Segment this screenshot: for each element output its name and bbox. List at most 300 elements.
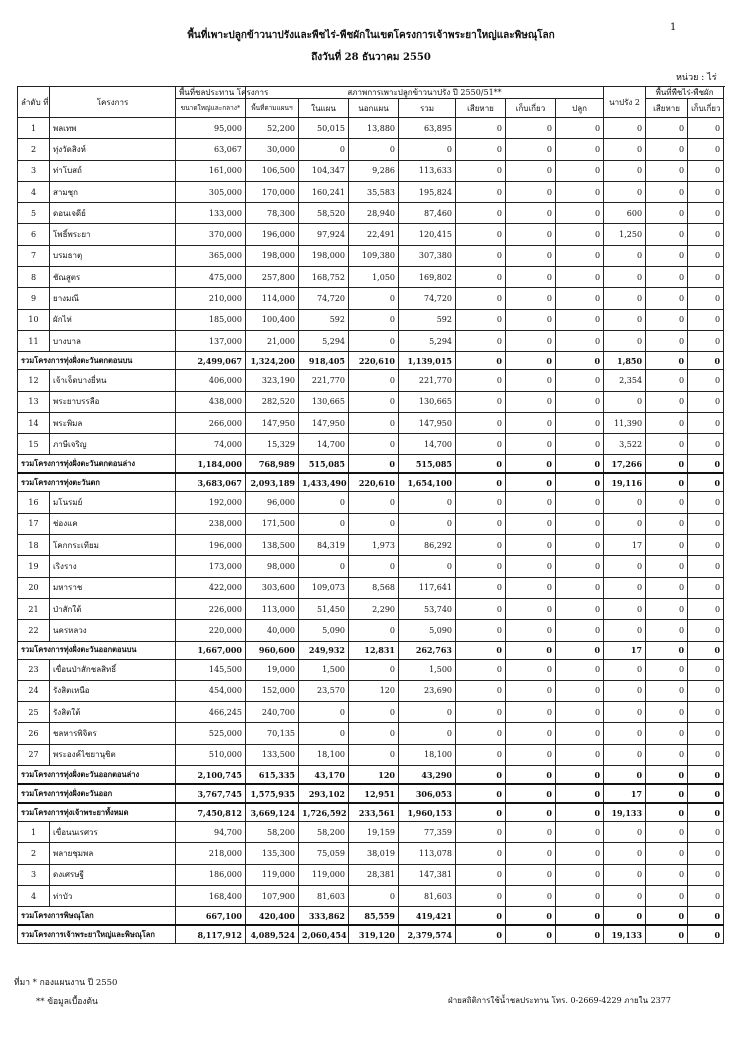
value-cell: 0 bbox=[604, 598, 646, 619]
value-cell: 1,667,000 bbox=[176, 641, 246, 659]
source-footnote: ที่มา * กองแผนงาน ปี 2550 bbox=[14, 978, 118, 988]
project-name: บางบาล bbox=[50, 330, 176, 351]
value-cell: 0 bbox=[506, 370, 556, 391]
header-crop-group: พื้นที่พืชไร่-พืชผัก bbox=[646, 87, 724, 99]
value-cell: 23,570 bbox=[299, 680, 349, 701]
value-cell: 0 bbox=[456, 139, 506, 160]
value-cell: 0 bbox=[456, 803, 506, 822]
value-cell: 185,000 bbox=[176, 309, 246, 330]
value-cell: 0 bbox=[556, 370, 604, 391]
value-cell: 0 bbox=[506, 139, 556, 160]
value-cell: 0 bbox=[456, 925, 506, 944]
value-cell: 0 bbox=[456, 245, 506, 266]
value-cell: 2,499,067 bbox=[176, 352, 246, 370]
value-cell: 0 bbox=[646, 391, 688, 412]
row-number: 14 bbox=[18, 412, 50, 433]
value-cell: 0 bbox=[506, 535, 556, 556]
value-cell: 0 bbox=[688, 412, 724, 433]
value-cell: 0 bbox=[456, 412, 506, 433]
project-name: ป่าสักใต้ bbox=[50, 598, 176, 619]
value-cell: 14,700 bbox=[399, 434, 456, 455]
value-cell: 0 bbox=[506, 203, 556, 224]
value-cell: 0 bbox=[688, 744, 724, 765]
value-cell: 12,951 bbox=[349, 784, 399, 803]
value-cell: 0 bbox=[456, 224, 506, 245]
value-cell: 0 bbox=[399, 702, 456, 723]
value-cell: 0 bbox=[506, 702, 556, 723]
value-cell: 119,000 bbox=[246, 864, 299, 885]
value-cell: 0 bbox=[349, 513, 399, 534]
value-cell: 0 bbox=[556, 659, 604, 680]
value-cell: 0 bbox=[646, 784, 688, 803]
value-cell: 0 bbox=[506, 412, 556, 433]
header-out-plan: นอกแผน bbox=[349, 99, 399, 118]
value-cell: 0 bbox=[556, 434, 604, 455]
value-cell: 195,824 bbox=[399, 181, 456, 202]
value-cell: 0 bbox=[399, 556, 456, 577]
value-cell: 0 bbox=[456, 907, 506, 926]
value-cell: 30,000 bbox=[246, 139, 299, 160]
project-name: พระองค์ไชยานุชิต bbox=[50, 744, 176, 765]
value-cell: 210,000 bbox=[176, 288, 246, 309]
value-cell: 120 bbox=[349, 680, 399, 701]
project-name: ท่าบัว bbox=[50, 885, 176, 906]
value-cell: 0 bbox=[556, 309, 604, 330]
table-row bbox=[18, 620, 724, 641]
table-row bbox=[18, 492, 724, 513]
value-cell: 0 bbox=[688, 885, 724, 906]
value-cell: 0 bbox=[506, 803, 556, 822]
value-cell: 2,093,189 bbox=[246, 473, 299, 492]
value-cell: 5,090 bbox=[399, 620, 456, 641]
value-cell: 196,000 bbox=[246, 224, 299, 245]
value-cell: 238,000 bbox=[176, 513, 246, 534]
value-cell: 0 bbox=[604, 330, 646, 351]
value-cell: 0 bbox=[646, 803, 688, 822]
value-cell: 0 bbox=[646, 370, 688, 391]
value-cell: 0 bbox=[456, 391, 506, 412]
summary-row bbox=[18, 907, 724, 926]
value-cell: 0 bbox=[688, 784, 724, 803]
value-cell: 0 bbox=[456, 309, 506, 330]
project-name: ยางมณี bbox=[50, 288, 176, 309]
value-cell: 515,085 bbox=[399, 455, 456, 474]
table-row bbox=[18, 864, 724, 885]
value-cell: 0 bbox=[299, 556, 349, 577]
summary-label: รวมโครงการพิษณุโลก bbox=[18, 907, 176, 926]
value-cell: 1,850 bbox=[604, 352, 646, 370]
value-cell: 0 bbox=[456, 843, 506, 864]
value-cell: 0 bbox=[688, 535, 724, 556]
value-cell: 0 bbox=[604, 659, 646, 680]
value-cell: 370,000 bbox=[176, 224, 246, 245]
table-row bbox=[18, 160, 724, 181]
value-cell: 81,603 bbox=[299, 885, 349, 906]
value-cell: 0 bbox=[646, 620, 688, 641]
value-cell: 0 bbox=[556, 641, 604, 659]
value-cell: 0 bbox=[506, 577, 556, 598]
value-cell: 4,089,524 bbox=[246, 925, 299, 944]
value-cell: 70,135 bbox=[246, 723, 299, 744]
row-number: 25 bbox=[18, 702, 50, 723]
value-cell: 2,060,454 bbox=[299, 925, 349, 944]
value-cell: 0 bbox=[646, 925, 688, 944]
value-cell: 0 bbox=[399, 513, 456, 534]
value-cell: 0 bbox=[456, 598, 506, 619]
value-cell: 2,354 bbox=[604, 370, 646, 391]
value-cell: 19,133 bbox=[604, 925, 646, 944]
value-cell: 475,000 bbox=[176, 267, 246, 288]
header-crop-damaged: เสียหาย bbox=[646, 99, 688, 118]
value-cell: 28,381 bbox=[349, 864, 399, 885]
value-cell: 0 bbox=[604, 160, 646, 181]
value-cell: 130,665 bbox=[299, 391, 349, 412]
value-cell: 0 bbox=[456, 659, 506, 680]
row-number: 4 bbox=[18, 181, 50, 202]
value-cell: 186,000 bbox=[176, 864, 246, 885]
value-cell: 0 bbox=[506, 822, 556, 843]
value-cell: 615,335 bbox=[246, 766, 299, 785]
value-cell: 17 bbox=[604, 784, 646, 803]
value-cell: 19,133 bbox=[604, 803, 646, 822]
contact-footer: ฝ่ายสถิติการใช้น้ำชลประทาน โทร. 0-2669-4229 ภายใน 2377 bbox=[448, 996, 671, 1005]
value-cell: 113,633 bbox=[399, 160, 456, 181]
value-cell: 1,960,153 bbox=[399, 803, 456, 822]
row-number: 4 bbox=[18, 885, 50, 906]
value-cell: 196,000 bbox=[176, 535, 246, 556]
value-cell: 233,561 bbox=[349, 803, 399, 822]
table-row bbox=[18, 702, 724, 723]
value-cell: 0 bbox=[688, 455, 724, 474]
value-cell: 1,500 bbox=[299, 659, 349, 680]
value-cell: 0 bbox=[506, 864, 556, 885]
value-cell: 0 bbox=[506, 330, 556, 351]
value-cell: 0 bbox=[556, 330, 604, 351]
value-cell: 0 bbox=[299, 702, 349, 723]
value-cell: 0 bbox=[646, 822, 688, 843]
value-cell: 19,116 bbox=[604, 473, 646, 492]
table-row bbox=[18, 680, 724, 701]
value-cell: 0 bbox=[556, 181, 604, 202]
value-cell: 0 bbox=[604, 391, 646, 412]
value-cell: 0 bbox=[556, 784, 604, 803]
value-cell: 515,085 bbox=[299, 455, 349, 474]
value-cell: 0 bbox=[506, 492, 556, 513]
value-cell: 0 bbox=[688, 181, 724, 202]
table-body bbox=[18, 118, 724, 944]
value-cell: 0 bbox=[399, 723, 456, 744]
row-number: 18 bbox=[18, 535, 50, 556]
value-cell: 0 bbox=[349, 434, 399, 455]
value-cell: 107,900 bbox=[246, 885, 299, 906]
value-cell: 0 bbox=[456, 434, 506, 455]
value-cell: 0 bbox=[349, 885, 399, 906]
value-cell: 94,700 bbox=[176, 822, 246, 843]
value-cell: 1,500 bbox=[399, 659, 456, 680]
value-cell: 0 bbox=[349, 723, 399, 744]
value-cell: 0 bbox=[688, 641, 724, 659]
value-cell: 262,763 bbox=[399, 641, 456, 659]
value-cell: 74,000 bbox=[176, 434, 246, 455]
value-cell: 0 bbox=[556, 160, 604, 181]
row-number: 13 bbox=[18, 391, 50, 412]
value-cell: 192,000 bbox=[176, 492, 246, 513]
value-cell: 0 bbox=[688, 803, 724, 822]
value-cell: 0 bbox=[556, 803, 604, 822]
value-cell: 0 bbox=[688, 556, 724, 577]
value-cell: 0 bbox=[604, 864, 646, 885]
value-cell: 17,266 bbox=[604, 455, 646, 474]
value-cell: 3,669,124 bbox=[246, 803, 299, 822]
value-cell: 0 bbox=[556, 455, 604, 474]
value-cell: 454,000 bbox=[176, 680, 246, 701]
value-cell: 218,000 bbox=[176, 843, 246, 864]
value-cell: 420,400 bbox=[246, 907, 299, 926]
value-cell: 0 bbox=[604, 513, 646, 534]
value-cell: 0 bbox=[688, 925, 724, 944]
value-cell: 58,200 bbox=[246, 822, 299, 843]
row-number: 26 bbox=[18, 723, 50, 744]
value-cell: 0 bbox=[556, 267, 604, 288]
row-number: 21 bbox=[18, 598, 50, 619]
value-cell: 0 bbox=[688, 864, 724, 885]
value-cell: 0 bbox=[556, 492, 604, 513]
value-cell: 43,290 bbox=[399, 766, 456, 785]
value-cell: 249,932 bbox=[299, 641, 349, 659]
value-cell: 0 bbox=[646, 434, 688, 455]
value-cell: 0 bbox=[506, 513, 556, 534]
value-cell: 138,500 bbox=[246, 535, 299, 556]
value-cell: 170,000 bbox=[246, 181, 299, 202]
value-cell: 0 bbox=[556, 620, 604, 641]
value-cell: 667,100 bbox=[176, 907, 246, 926]
value-cell: 0 bbox=[688, 680, 724, 701]
value-cell: 0 bbox=[456, 556, 506, 577]
value-cell: 0 bbox=[506, 267, 556, 288]
value-cell: 0 bbox=[506, 659, 556, 680]
header-rice2: นาปรัง 2 bbox=[604, 87, 646, 118]
project-name: ดอนเจดีย์ bbox=[50, 203, 176, 224]
value-cell: 147,950 bbox=[246, 412, 299, 433]
table-row bbox=[18, 309, 724, 330]
value-cell: 0 bbox=[646, 513, 688, 534]
value-cell: 0 bbox=[646, 744, 688, 765]
value-cell: 96,000 bbox=[246, 492, 299, 513]
value-cell: 0 bbox=[456, 744, 506, 765]
row-number: 20 bbox=[18, 577, 50, 598]
value-cell: 592 bbox=[299, 309, 349, 330]
value-cell: 135,300 bbox=[246, 843, 299, 864]
value-cell: 0 bbox=[688, 843, 724, 864]
value-cell: 0 bbox=[349, 370, 399, 391]
header-area-sub: ขนาดใหญ่และกลาง* bbox=[176, 99, 246, 118]
value-cell: 0 bbox=[556, 925, 604, 944]
value-cell: 0 bbox=[646, 723, 688, 744]
row-number: 10 bbox=[18, 309, 50, 330]
value-cell: 3,767,745 bbox=[176, 784, 246, 803]
value-cell: 0 bbox=[506, 224, 556, 245]
value-cell: 0 bbox=[604, 492, 646, 513]
value-cell: 63,067 bbox=[176, 139, 246, 160]
value-cell: 0 bbox=[646, 267, 688, 288]
header-plan-total: พื้นที่ตามแผนฯ bbox=[246, 99, 299, 118]
value-cell: 0 bbox=[556, 118, 604, 139]
value-cell: 0 bbox=[556, 288, 604, 309]
value-cell: 1,575,935 bbox=[246, 784, 299, 803]
value-cell: 21,000 bbox=[246, 330, 299, 351]
value-cell: 592 bbox=[399, 309, 456, 330]
value-cell: 171,500 bbox=[246, 513, 299, 534]
value-cell: 0 bbox=[506, 598, 556, 619]
value-cell: 0 bbox=[688, 907, 724, 926]
project-name: ท่าโบสถ์ bbox=[50, 160, 176, 181]
value-cell: 133,500 bbox=[246, 744, 299, 765]
row-number: 7 bbox=[18, 245, 50, 266]
project-name: เขื่อนป่าสักชลสิทธิ์ bbox=[50, 659, 176, 680]
project-name: ดงเศรษฐี bbox=[50, 864, 176, 885]
value-cell: 0 bbox=[556, 766, 604, 785]
project-name: ชลหารพิจิตร bbox=[50, 723, 176, 744]
table-row bbox=[18, 245, 724, 266]
value-cell: 0 bbox=[556, 139, 604, 160]
value-cell: 0 bbox=[688, 513, 724, 534]
value-cell: 1,654,100 bbox=[399, 473, 456, 492]
row-number: 1 bbox=[18, 822, 50, 843]
project-name: พลายชุมพล bbox=[50, 843, 176, 864]
value-cell: 293,102 bbox=[299, 784, 349, 803]
value-cell: 0 bbox=[556, 907, 604, 926]
value-cell: 85,559 bbox=[349, 907, 399, 926]
summary-label: รวมโครงการทุ่งเจ้าพระยาทั้งหมด bbox=[18, 803, 176, 822]
row-number: 5 bbox=[18, 203, 50, 224]
value-cell: 0 bbox=[604, 139, 646, 160]
value-cell: 0 bbox=[556, 473, 604, 492]
project-name: โพธิ์พระยา bbox=[50, 224, 176, 245]
project-name: ทุ่งวัดสิงห์ bbox=[50, 139, 176, 160]
value-cell: 0 bbox=[556, 556, 604, 577]
value-cell: 3,683,067 bbox=[176, 473, 246, 492]
header-area: พื้นที่ชลประทาน โครงการ bbox=[176, 87, 246, 99]
table-row bbox=[18, 843, 724, 864]
value-cell: 0 bbox=[456, 822, 506, 843]
value-cell: 168,752 bbox=[299, 267, 349, 288]
value-cell: 0 bbox=[688, 160, 724, 181]
value-cell: 98,000 bbox=[246, 556, 299, 577]
value-cell: 109,073 bbox=[299, 577, 349, 598]
header-rice-group: สภาพการเพาะปลูกข้าวนาปรัง ปี 2550/51** bbox=[246, 87, 604, 99]
row-number: 19 bbox=[18, 556, 50, 577]
value-cell: 38,019 bbox=[349, 843, 399, 864]
value-cell: 525,000 bbox=[176, 723, 246, 744]
value-cell: 0 bbox=[456, 784, 506, 803]
project-name: นครหลวง bbox=[50, 620, 176, 641]
value-cell: 0 bbox=[604, 118, 646, 139]
header-no: ลำดับ ที่ bbox=[18, 87, 50, 118]
value-cell: 18,100 bbox=[399, 744, 456, 765]
project-name: โคกกระเทียม bbox=[50, 535, 176, 556]
value-cell: 0 bbox=[688, 391, 724, 412]
table-row bbox=[18, 139, 724, 160]
header-planted: ปลูก bbox=[556, 99, 604, 118]
project-name: ช่องแค bbox=[50, 513, 176, 534]
value-cell: 0 bbox=[556, 822, 604, 843]
value-cell: 918,405 bbox=[299, 352, 349, 370]
row-number: 2 bbox=[18, 843, 50, 864]
value-cell: 0 bbox=[456, 181, 506, 202]
value-cell: 0 bbox=[604, 822, 646, 843]
value-cell: 0 bbox=[506, 473, 556, 492]
value-cell: 119,000 bbox=[299, 864, 349, 885]
value-cell: 168,400 bbox=[176, 885, 246, 906]
value-cell: 0 bbox=[349, 556, 399, 577]
value-cell: 11,390 bbox=[604, 412, 646, 433]
project-name: เริงราง bbox=[50, 556, 176, 577]
value-cell: 74,720 bbox=[299, 288, 349, 309]
value-cell: 0 bbox=[506, 641, 556, 659]
value-cell: 74,720 bbox=[399, 288, 456, 309]
unit-label: หน่วย : ไร่ bbox=[676, 73, 717, 83]
value-cell: 0 bbox=[349, 139, 399, 160]
value-cell: 0 bbox=[456, 864, 506, 885]
value-cell: 0 bbox=[688, 370, 724, 391]
summary-label: รวมโครงการทุ่งฝั่งตะวันตกตอนล่าง bbox=[18, 455, 176, 474]
value-cell: 1,050 bbox=[349, 267, 399, 288]
value-cell: 0 bbox=[646, 412, 688, 433]
value-cell: 0 bbox=[688, 822, 724, 843]
table-row bbox=[18, 330, 724, 351]
value-cell: 5,294 bbox=[399, 330, 456, 351]
value-cell: 0 bbox=[688, 434, 724, 455]
value-cell: 0 bbox=[349, 659, 399, 680]
value-cell: 117,641 bbox=[399, 577, 456, 598]
value-cell: 0 bbox=[688, 139, 724, 160]
value-cell: 0 bbox=[688, 203, 724, 224]
value-cell: 0 bbox=[688, 492, 724, 513]
value-cell: 0 bbox=[506, 118, 556, 139]
row-number: 15 bbox=[18, 434, 50, 455]
value-cell: 0 bbox=[506, 288, 556, 309]
value-cell: 0 bbox=[646, 288, 688, 309]
value-cell: 0 bbox=[506, 160, 556, 181]
value-cell: 0 bbox=[456, 203, 506, 224]
value-cell: 266,000 bbox=[176, 412, 246, 433]
summary-label: รวมโครงการทุ่งฝั่งตะวันตกตอนบน bbox=[18, 352, 176, 370]
value-cell: 0 bbox=[604, 885, 646, 906]
value-cell: 147,381 bbox=[399, 864, 456, 885]
value-cell: 0 bbox=[506, 434, 556, 455]
summary-row bbox=[18, 455, 724, 474]
value-cell: 58,200 bbox=[299, 822, 349, 843]
value-cell: 169,802 bbox=[399, 267, 456, 288]
value-cell: 510,000 bbox=[176, 744, 246, 765]
value-cell: 2,379,574 bbox=[399, 925, 456, 944]
value-cell: 120 bbox=[349, 766, 399, 785]
value-cell: 161,000 bbox=[176, 160, 246, 181]
table-row bbox=[18, 370, 724, 391]
value-cell: 0 bbox=[646, 766, 688, 785]
value-cell: 0 bbox=[604, 843, 646, 864]
value-cell: 0 bbox=[456, 641, 506, 659]
value-cell: 0 bbox=[349, 744, 399, 765]
table-row bbox=[18, 744, 724, 765]
value-cell: 0 bbox=[506, 181, 556, 202]
value-cell: 0 bbox=[604, 744, 646, 765]
value-cell: 226,000 bbox=[176, 598, 246, 619]
project-name: มหาราช bbox=[50, 577, 176, 598]
value-cell: 1,139,015 bbox=[399, 352, 456, 370]
value-cell: 0 bbox=[646, 864, 688, 885]
row-number: 22 bbox=[18, 620, 50, 641]
